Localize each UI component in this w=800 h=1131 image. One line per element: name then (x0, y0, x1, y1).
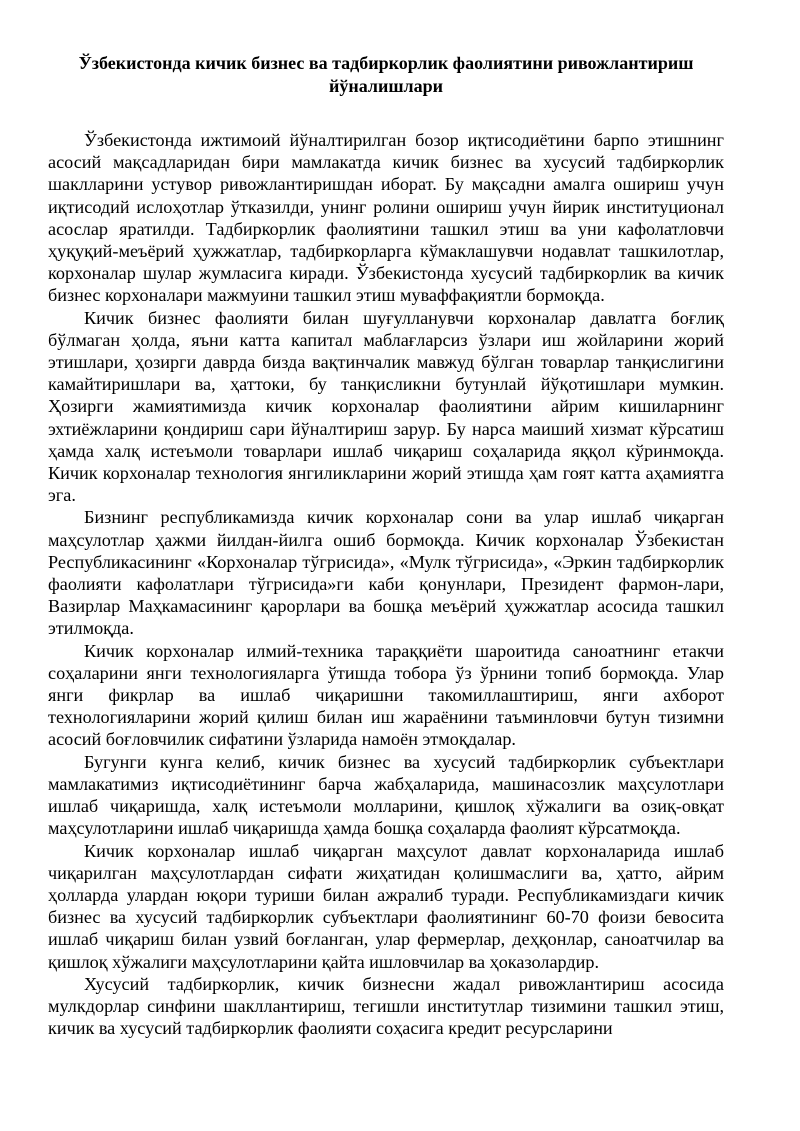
paragraph: Бугунги кунга келиб, кичик бизнес ва хусусий тадбиркорлик субъектлари мамлакатимиз иқтисодиётининг барча жабҳаларида, машинасозлик маҳсулотлари ишлаб чиқаришда, халқ истеъмоли молларини, қишлоқ хўжалиги ва озиқ-овқат маҳсулотларини ишлаб чиқаришда ҳамда бошқа соҳаларда фаолият кўрсатмоқда. (48, 751, 724, 839)
paragraph: Ўзбекистонда ижтимоий йўналтирилган бозор иқтисодиётини барпо этишнинг асосий мақсадларидан бири мамлакатда кичик бизнес ва хусусий тадбиркорлик шаклларини устувор ривожлантиришдан иборат. Бу мақсадни амалга ошириш учун иқтисодий ислоҳотлар ўтказилди, унинг ролини ошириш учун йирик институционал асослар яратилди. Тадбиркорлик фаолиятини ташкил этиш ва уни кафолатловчи ҳуқуқий-меъёрий ҳужжатлар, тадбиркорларга кўмаклашувчи нодавлат ташкилотлар, корхоналар шулар жумласига киради. Ўзбекистонда хусусий тадбиркорлик ва кичик бизнес корхоналари мажмуини ташкил этиш муваффақиятли бормоқда. (48, 130, 724, 306)
paragraph: Бизнинг республикамизда кичик корхоналар сони ва улар ишлаб чиқарган маҳсулотлар ҳажми йилдан-йилга ошиб бормоқда. Кичик корхоналар Ўзбекистан Республикасининг «Корхоналар тўгрисида», «Мулк тўгрисида», «Эркин тадбиркорлик фаолияти кафолатлари тўгрисида»ги каби қонунлари, Президент фармон-лари, Вазирлар Маҳкамасининг қарорлари ва бошқа меъёрий ҳужжатлар асосида ташкил этилмоқда. (48, 507, 724, 639)
document-title: Ўзбекистонда кичик бизнес ва тадбиркорлик фаолиятини ривожлантириш йўналишлари (78, 53, 694, 96)
document-page (48, 52, 724, 1039)
paragraph: Кичик корхоналар илмий-техника тараққиёти шароитида саноатнинг етакчи соҳаларини янги технологияларга ўтишда тобора ўз ўрнини топиб бормоқда. Улар янги фикрлар ва ишлаб чиқаришни такомиллаштириш, янги ахборот технологияларини жорий қилиш билан иш жараёнини таъминловчи бутун тизимни асосий боғловчилик сифатини ўзларида намоён этмоқдалар. (48, 640, 724, 750)
paragraph: Кичик бизнес фаолияти билан шуғулланувчи корхоналар давлатга боғлиқ бўлмаган ҳолда, яъни катта капитал маблағларсиз ўзлари иш жойларини жорий этишлари, ҳозирги даврда бизда вақтинчалик мавжуд бўлган товарлар танқислигини камайтиришлари ва, ҳаттоки, бу танқисликни бутунлай йўқотишлари мумкин. Ҳозирги жамиятимизда кичик корхоналар фаолиятини айрим кишиларнинг эхтиёжларини қондириш сари йўналтириш зарур. Бу нарса маиший хизмат кўрсатиш ҳамда халқ истеъмоли товарлари ишлаб чиқариш соҳаларида яққол кўринмоқда. Кичик корхоналар технология янгиликларини жорий этишда ҳам гоят катта аҳамиятга эга. (48, 307, 724, 506)
paragraph: Кичик корхоналар ишлаб чиқарган маҳсулот давлат корхоналарида ишлаб чиқарилган маҳсулотлардан сифати жиҳатидан қолишмаслиги ва, ҳатто, айрим ҳолларда улардан юқори туриши билан ажралиб туради. Республикамиздаги кичик бизнес ва хусусий тадбиркорлик субъектлари фаолиятининг 60-70 фоизи бевосита ишлаб чиқариш билан узвий боғланган, улар фермерлар, деҳқонлар, саноатчилар ва қишлоқ хўжалиги маҳсулотларини қайта ишловчилар ва ҳоказолардир. (48, 840, 724, 972)
paragraph: Хусусий тадбиркорлик, кичик бизнесни жадал ривожлантириш асосида мулкдорлар синфини шакллантириш, тегишли институтлар тизимини ташкил этиш, кичик ва хусусий тадбиркорлик фаолияти соҳасига кредит ресурсларини (48, 973, 724, 1039)
